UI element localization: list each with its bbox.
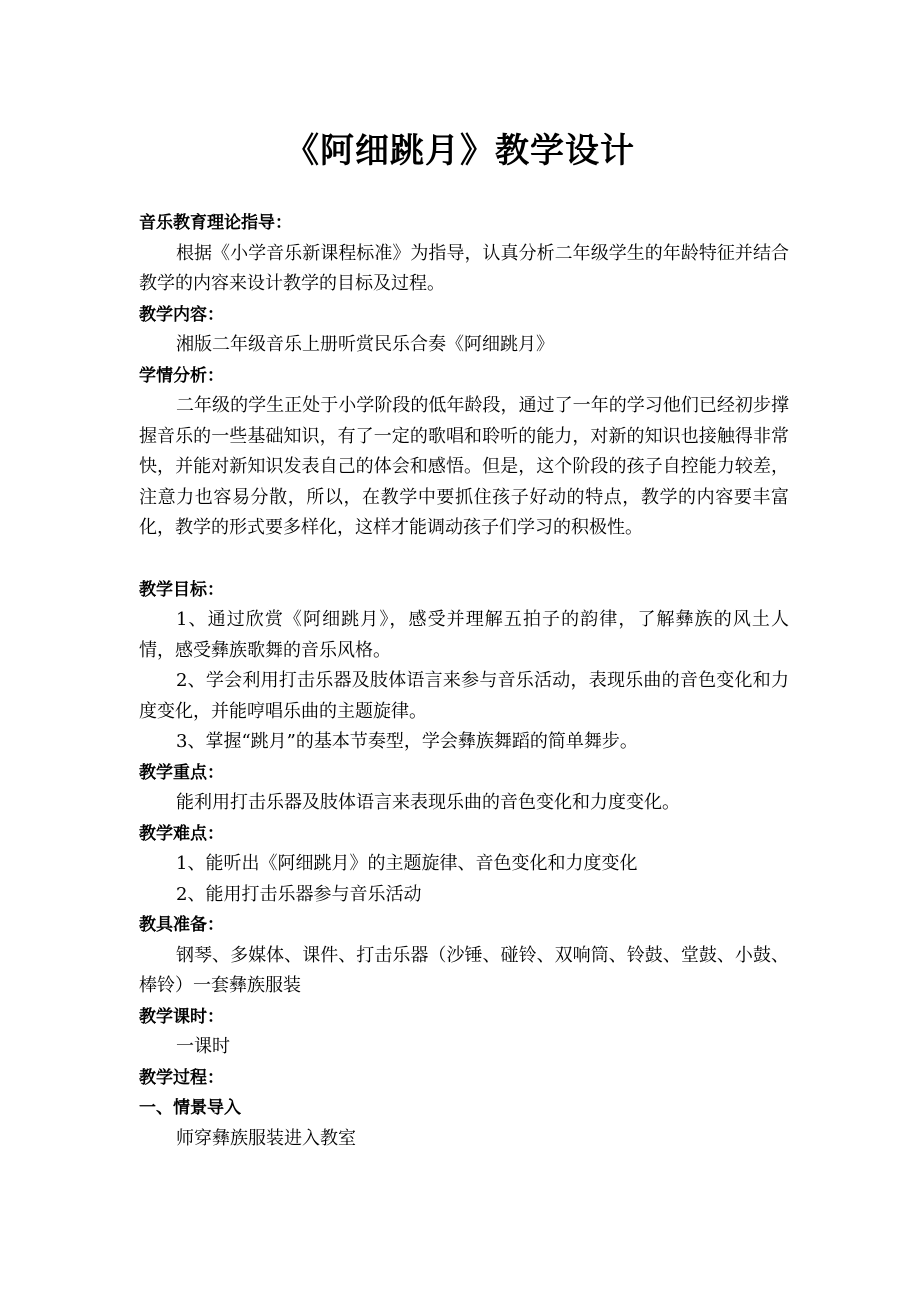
- theory-text: 根据《小学音乐新课程标准》为指导，认真分析二年级学生的年龄特征并结合教学的内容来设计教学的目标及过程。: [139, 242, 789, 294]
- key-points-heading: 教学重点：: [139, 762, 224, 783]
- process-heading: 教学过程：: [139, 1067, 224, 1088]
- process-step1-text: 师穿彝族服装进入教室: [176, 1127, 356, 1149]
- document-title: 《阿细跳月》教学设计: [285, 131, 635, 171]
- process-step1-heading: 一、情景导入: [139, 1098, 241, 1118]
- document-body: [139, 208, 789, 1154]
- difficulties-heading: 教学难点：: [139, 823, 224, 844]
- analysis-heading: 学情分析：: [139, 365, 224, 386]
- materials-text: 钢琴、多媒体、课件、打击乐器（沙锤、碰铃、双响筒、铃鼓、堂鼓、小鼓、棒铃）一套彝族服装: [139, 944, 789, 996]
- content-heading: 教学内容：: [139, 304, 224, 325]
- key-points-text: 能利用打击乐器及肢体语言来表现乐曲的音色变化和力度变化。: [176, 792, 680, 813]
- goal-item: 1、通过欣赏《阿细跳月》，感受并理解五拍子的韵律，了解彝族的风土人情，感受彝族歌舞的音乐风格。: [139, 609, 789, 661]
- theory-heading: 音乐教育理论指导：: [139, 213, 292, 233]
- hours-text: 一课时: [176, 1036, 230, 1057]
- content-text: 湘版二年级音乐上册听赏民乐合奏《阿细跳月》: [176, 334, 554, 355]
- goals-heading: 教学目标：: [139, 579, 224, 600]
- difficulty-item: 1、能听出《阿细跳月》的主题旋律、音色变化和力度变化: [176, 853, 638, 874]
- goal-item: 2、学会利用打击乐器及肢体语言来参与音乐活动，表现乐曲的音色变化和力度变化，并能哼唱乐曲的主题旋律。: [139, 670, 789, 722]
- analysis-text: 二年级的学生正处于小学阶段的低年龄段，通过了一年的学习他们已经初步撑握音乐的一些基础知识，有了一定的歌唱和聆听的能力，对新的知识也接触得非常快，并能对新知识发表自己的体会和感悟。但是，这个阶段的孩子自控能力较差，注意力也容易分散，所以，在教学中要抓住孩子好动的特点，教学的内容要丰富化，教学的形式要多样化，这样才能调动孩子们学习的积极性。: [139, 395, 789, 538]
- materials-heading: 教具准备：: [139, 915, 224, 935]
- difficulty-item: 2、能用打击乐器参与音乐活动: [176, 883, 422, 905]
- goal-item: 3、掌握“跳月”的基本节奏型，学会彝族舞蹈的简单舞步。: [176, 731, 638, 752]
- hours-heading: 教学课时：: [139, 1006, 224, 1027]
